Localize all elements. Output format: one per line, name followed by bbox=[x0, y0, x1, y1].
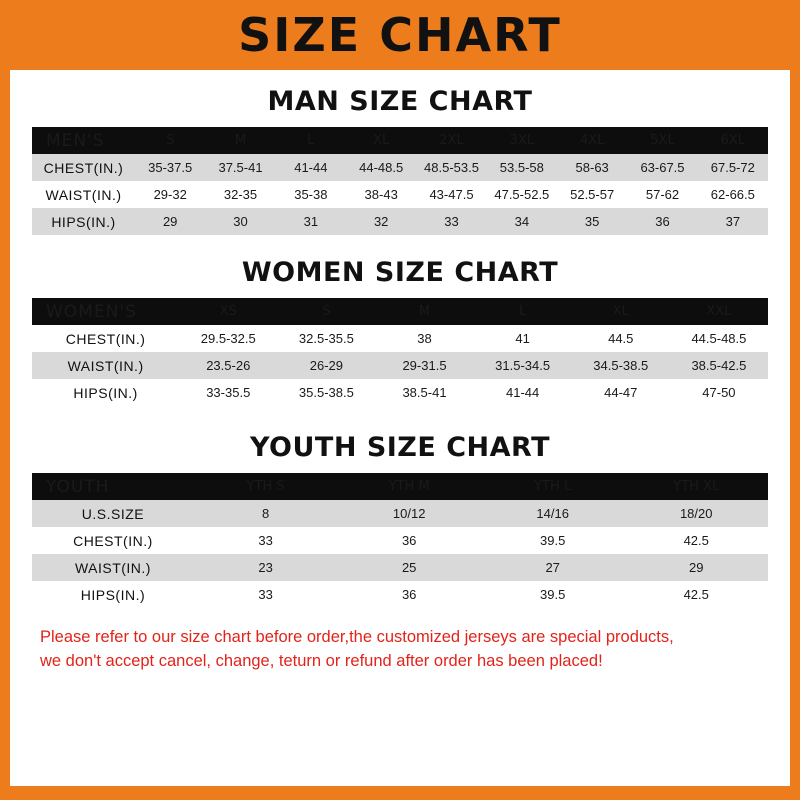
cell: 32 bbox=[346, 208, 416, 235]
row-label-waist: WAIST(IN.) bbox=[32, 181, 135, 208]
banner bbox=[0, 0, 800, 70]
row-label-chest: CHEST(IN.) bbox=[32, 325, 179, 352]
cell: 36 bbox=[337, 527, 481, 554]
col-header-yth-l: YTH L bbox=[481, 473, 625, 500]
cell: 25 bbox=[337, 554, 481, 581]
cell: 38.5-42.5 bbox=[670, 352, 768, 379]
col-header-yth-s: YTH S bbox=[194, 473, 338, 500]
row-label-chest: CHEST(IN.) bbox=[32, 527, 194, 554]
cell: 35 bbox=[557, 208, 627, 235]
cell: 32-35 bbox=[205, 181, 275, 208]
cell: 32.5-35.5 bbox=[277, 325, 375, 352]
col-header-label: YOUTH bbox=[32, 473, 194, 500]
cell: 34 bbox=[487, 208, 557, 235]
row-label-hips: HIPS(IN.) bbox=[32, 379, 179, 406]
col-header-l: L bbox=[474, 298, 572, 325]
col-header-m: M bbox=[205, 127, 275, 154]
cell: 44-48.5 bbox=[346, 154, 416, 181]
cell: 58-63 bbox=[557, 154, 627, 181]
content bbox=[10, 86, 790, 674]
col-header-xl: XL bbox=[572, 298, 670, 325]
men-size-table bbox=[32, 127, 768, 235]
youth-section-title: YOUTH SIZE CHART bbox=[249, 432, 551, 463]
table-row bbox=[32, 379, 768, 406]
cell: 14/16 bbox=[481, 500, 625, 527]
notice-text bbox=[40, 626, 760, 674]
row-label-waist: WAIST(IN.) bbox=[32, 554, 194, 581]
col-header-xl: XL bbox=[346, 127, 416, 154]
cell: 42.5 bbox=[624, 581, 768, 608]
cell: 44.5 bbox=[572, 325, 670, 352]
cell: 29 bbox=[135, 208, 205, 235]
cell: 29-31.5 bbox=[375, 352, 473, 379]
table-header-row bbox=[32, 473, 768, 500]
col-header-5xl: 5XL bbox=[627, 127, 697, 154]
cell: 34.5-38.5 bbox=[572, 352, 670, 379]
table-row bbox=[32, 500, 768, 527]
col-header-3xl: 3XL bbox=[487, 127, 557, 154]
youth-size-table bbox=[32, 473, 768, 608]
cell: 29.5-32.5 bbox=[179, 325, 277, 352]
bottom-bar bbox=[0, 786, 800, 800]
cell: 41-44 bbox=[474, 379, 572, 406]
cell: 23 bbox=[194, 554, 338, 581]
cell: 57-62 bbox=[627, 181, 697, 208]
col-header-m: M bbox=[375, 298, 473, 325]
cell: 43-47.5 bbox=[416, 181, 486, 208]
table-row bbox=[32, 352, 768, 379]
cell: 67.5-72 bbox=[698, 154, 768, 181]
women-size-table bbox=[32, 298, 768, 406]
table-row bbox=[32, 554, 768, 581]
col-header-xxl: XXL bbox=[670, 298, 768, 325]
row-label-hips: HIPS(IN.) bbox=[32, 581, 194, 608]
cell: 41 bbox=[474, 325, 572, 352]
table-row bbox=[32, 325, 768, 352]
cell: 62-66.5 bbox=[698, 181, 768, 208]
women-section-title: WOMEN SIZE CHART bbox=[241, 257, 559, 288]
cell: 36 bbox=[337, 581, 481, 608]
cell: 39.5 bbox=[481, 581, 625, 608]
row-label-chest: CHEST(IN.) bbox=[32, 154, 135, 181]
cell: 38 bbox=[375, 325, 473, 352]
cell: 18/20 bbox=[624, 500, 768, 527]
cell: 37.5-41 bbox=[205, 154, 275, 181]
cell: 47.5-52.5 bbox=[487, 181, 557, 208]
row-label-us-size: U.S.SIZE bbox=[32, 500, 194, 527]
col-header-6xl: 6XL bbox=[698, 127, 768, 154]
cell: 52.5-57 bbox=[557, 181, 627, 208]
col-header-2xl: 2XL bbox=[416, 127, 486, 154]
cell: 38-43 bbox=[346, 181, 416, 208]
table-header-row bbox=[32, 298, 768, 325]
col-header-label: WOMEN'S bbox=[32, 298, 179, 325]
cell: 30 bbox=[205, 208, 275, 235]
cell: 26-29 bbox=[277, 352, 375, 379]
table-row bbox=[32, 208, 768, 235]
cell: 10/12 bbox=[337, 500, 481, 527]
cell: 35-38 bbox=[276, 181, 346, 208]
col-header-4xl: 4XL bbox=[557, 127, 627, 154]
cell: 41-44 bbox=[276, 154, 346, 181]
col-header-yth-m: YTH M bbox=[337, 473, 481, 500]
cell: 27 bbox=[481, 554, 625, 581]
col-header-xs: XS bbox=[179, 298, 277, 325]
cell: 33 bbox=[416, 208, 486, 235]
cell: 35.5-38.5 bbox=[277, 379, 375, 406]
col-header-s: S bbox=[135, 127, 205, 154]
notice-line-1: Please refer to our size chart before order,the customized jerseys are special products, bbox=[40, 628, 674, 646]
cell: 8 bbox=[194, 500, 338, 527]
men-section-title: MAN SIZE CHART bbox=[267, 86, 533, 117]
row-label-hips: HIPS(IN.) bbox=[32, 208, 135, 235]
cell: 42.5 bbox=[624, 527, 768, 554]
cell: 48.5-53.5 bbox=[416, 154, 486, 181]
cell: 33-35.5 bbox=[179, 379, 277, 406]
table-row bbox=[32, 154, 768, 181]
cell: 38.5-41 bbox=[375, 379, 473, 406]
table-header-row bbox=[32, 127, 768, 154]
cell: 29 bbox=[624, 554, 768, 581]
cell: 29-32 bbox=[135, 181, 205, 208]
col-header-s: S bbox=[277, 298, 375, 325]
col-header-label: MEN'S bbox=[32, 127, 135, 154]
cell: 44.5-48.5 bbox=[670, 325, 768, 352]
table-row bbox=[32, 581, 768, 608]
cell: 63-67.5 bbox=[627, 154, 697, 181]
cell: 36 bbox=[627, 208, 697, 235]
table-row bbox=[32, 527, 768, 554]
cell: 39.5 bbox=[481, 527, 625, 554]
cell: 47-50 bbox=[670, 379, 768, 406]
table-row bbox=[32, 181, 768, 208]
cell: 37 bbox=[698, 208, 768, 235]
cell: 35-37.5 bbox=[135, 154, 205, 181]
cell: 44-47 bbox=[572, 379, 670, 406]
cell: 31.5-34.5 bbox=[474, 352, 572, 379]
cell: 53.5-58 bbox=[487, 154, 557, 181]
cell: 33 bbox=[194, 581, 338, 608]
col-header-l: L bbox=[276, 127, 346, 154]
col-header-yth-xl: YTH XL bbox=[624, 473, 768, 500]
cell: 31 bbox=[276, 208, 346, 235]
row-label-waist: WAIST(IN.) bbox=[32, 352, 179, 379]
banner-title: SIZE CHART bbox=[238, 8, 562, 62]
notice-line-2: we don't accept cancel, change, teturn or refund after order has been placed! bbox=[40, 651, 603, 670]
cell: 23.5-26 bbox=[179, 352, 277, 379]
cell: 33 bbox=[194, 527, 338, 554]
